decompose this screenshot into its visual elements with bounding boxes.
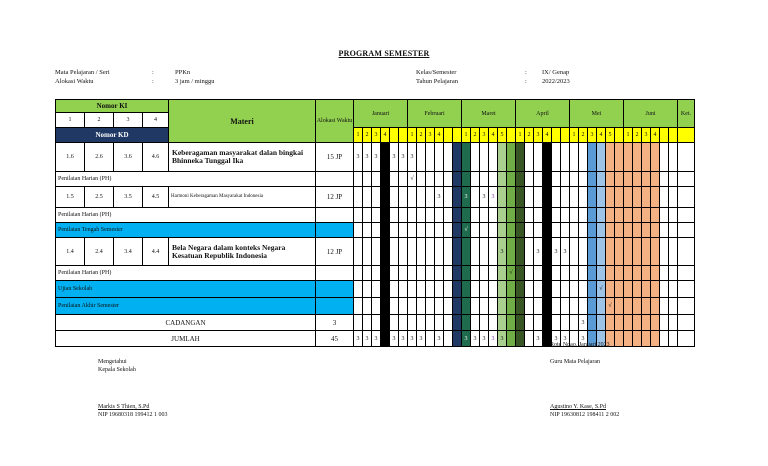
place-date: Rote Ndao, Januari 2023 bbox=[550, 342, 610, 348]
week-cell: 1 bbox=[570, 128, 579, 143]
week-cell: 4 bbox=[651, 128, 660, 143]
value-cell: 3 bbox=[489, 187, 498, 208]
week-cell bbox=[444, 128, 453, 143]
week-cell: 3 bbox=[426, 128, 435, 143]
ki-2: 2 bbox=[85, 113, 114, 128]
alokasi-cell: 12 JP bbox=[316, 238, 354, 266]
alokasi-header: Alokasi Waktu bbox=[316, 100, 354, 143]
check-mark: √ bbox=[606, 298, 615, 315]
value-cell: 3 bbox=[471, 331, 480, 347]
value-cell: 3 bbox=[462, 331, 471, 347]
value-cell: 3 bbox=[363, 143, 372, 172]
alokasi-value: 3 jam / minggu bbox=[175, 78, 215, 85]
meta-right-values bbox=[542, 68, 570, 86]
meta-colons-right bbox=[525, 68, 527, 86]
kd-cell: 3.4 bbox=[114, 238, 143, 266]
colon: : bbox=[525, 78, 527, 85]
mapel-label: Mata Pelajaran / Seri bbox=[55, 69, 110, 76]
week-cell: 4 bbox=[435, 128, 444, 143]
week-cell: 1 bbox=[462, 128, 471, 143]
value-cell: 3 bbox=[435, 187, 444, 208]
week-cell bbox=[453, 128, 462, 143]
week-cell: 4 bbox=[381, 128, 390, 143]
value-cell: 3 bbox=[372, 143, 381, 172]
week-cell: 2 bbox=[471, 128, 480, 143]
value-cell: 3 bbox=[498, 238, 507, 266]
pts-label: Penilaian Tengah Semester bbox=[56, 223, 316, 238]
week-cell: 1 bbox=[408, 128, 417, 143]
alokasi-label: Alokasi Waktu bbox=[55, 78, 94, 85]
guru-title: Guru Mata Pelajaran bbox=[550, 359, 600, 365]
holiday-cell bbox=[462, 143, 471, 172]
month-apr: April bbox=[516, 100, 570, 128]
program-semester-table bbox=[55, 99, 695, 347]
week-cell: 2 bbox=[363, 128, 372, 143]
value-cell: 3 bbox=[390, 143, 399, 172]
holiday-cell bbox=[516, 143, 525, 172]
colon: : bbox=[525, 69, 527, 76]
value-cell: 3 bbox=[480, 187, 489, 208]
ph-label: Penilaian Harian (PH) bbox=[56, 266, 316, 281]
value-cell: 3 bbox=[408, 331, 417, 347]
value-cell: 3 bbox=[552, 238, 561, 266]
week-cell: 3 bbox=[588, 128, 597, 143]
jumlah-label: JUMLAH bbox=[56, 331, 316, 347]
value-cell: 3 bbox=[480, 331, 489, 347]
mengetahui-label: Mengetahui bbox=[98, 359, 127, 365]
tahun-value: 2022/2023 bbox=[542, 78, 570, 85]
alokasi-cell: 45 bbox=[316, 331, 354, 347]
value-cell: 3 bbox=[561, 238, 570, 266]
month-mei: Mei bbox=[570, 100, 624, 128]
guru-nip: NIP 19630812 198411 2 002 bbox=[550, 412, 620, 418]
kd-cell: 2.5 bbox=[85, 187, 114, 208]
value-cell: 3 bbox=[372, 331, 381, 347]
pas-label: Penilaian Akhir Semester bbox=[56, 298, 316, 315]
week-cell: 2 bbox=[417, 128, 426, 143]
week-cell: 5 bbox=[498, 128, 507, 143]
week-cell bbox=[678, 128, 695, 143]
value-cell: 3 bbox=[435, 331, 444, 347]
kd-cell: 2.6 bbox=[85, 143, 114, 172]
alokasi-cell: 15 JP bbox=[316, 143, 354, 172]
materi-header: Materi bbox=[169, 100, 316, 143]
nomor-kd-header: Nomor KD bbox=[56, 128, 169, 143]
kd-cell: 3.6 bbox=[114, 143, 143, 172]
month-mar: Maret bbox=[462, 100, 516, 128]
week-cell: 4 bbox=[543, 128, 552, 143]
week-cell bbox=[390, 128, 399, 143]
week-cell bbox=[660, 128, 669, 143]
colon: : bbox=[152, 69, 154, 76]
value-cell: 3 bbox=[552, 331, 561, 347]
ph-label: Penilaian Harian (PH) bbox=[56, 208, 316, 223]
meta-left-values bbox=[175, 68, 215, 86]
materi-cell: Harmoni Keberagaman Masyarakat Indonesia bbox=[169, 187, 316, 208]
week-cell: 4 bbox=[489, 128, 498, 143]
value-cell: 3 bbox=[462, 187, 471, 208]
check-mark: √ bbox=[408, 172, 417, 187]
value-cell: 3 bbox=[417, 331, 426, 347]
meta-colons-left bbox=[152, 68, 154, 86]
value-cell: 3 bbox=[408, 143, 417, 172]
meta-right bbox=[416, 68, 458, 86]
value-cell: 3 bbox=[498, 331, 507, 347]
nomor-ki-header: Nomor KI bbox=[56, 100, 169, 113]
week-cell: 1 bbox=[354, 128, 363, 143]
kelas-value: IX/ Genap bbox=[542, 69, 570, 76]
kd-cell: 1.4 bbox=[56, 238, 85, 266]
kd-cell: 2.4 bbox=[85, 238, 114, 266]
week-cell: 3 bbox=[534, 128, 543, 143]
materi-cell: Keberagaman masyarakat dalan bingkai Bhinneka Tunggal Ika bbox=[169, 143, 316, 172]
value-cell: 3 bbox=[354, 331, 363, 347]
value-cell: 3 bbox=[579, 315, 588, 331]
kepsek-name: Markis S Thien, S.Pd bbox=[98, 404, 150, 410]
check-mark: √ bbox=[462, 223, 471, 238]
week-cell: 3 bbox=[372, 128, 381, 143]
week-cell bbox=[669, 128, 678, 143]
week-cell: 1 bbox=[624, 128, 633, 143]
kd-cell: 1.6 bbox=[56, 143, 85, 172]
week-cell bbox=[507, 128, 516, 143]
check-mark: √ bbox=[597, 281, 606, 298]
value-cell: 3 bbox=[399, 143, 408, 172]
guru-name: Agustino Y. Kase, S.Pd bbox=[550, 404, 607, 410]
kepsek-nip: NIP 19680318 199412 1 003 bbox=[98, 412, 168, 418]
week-cell: 2 bbox=[525, 128, 534, 143]
week-cell: 2 bbox=[579, 128, 588, 143]
guru-sign bbox=[550, 403, 619, 419]
tahun-label: Tahun Pelajaran bbox=[416, 78, 458, 85]
ki-1: 1 bbox=[56, 113, 85, 128]
holiday-cell bbox=[381, 143, 390, 172]
ph-label: Penilaian Harian (PH) bbox=[56, 172, 316, 187]
kepsek-sign bbox=[98, 403, 167, 419]
value-cell: 3 bbox=[561, 331, 570, 347]
kd-cell: 3.5 bbox=[114, 187, 143, 208]
week-cell bbox=[615, 128, 624, 143]
mapel-value: PPKn bbox=[175, 69, 191, 76]
kd-cell: 1.5 bbox=[56, 187, 85, 208]
week-cell: 3 bbox=[480, 128, 489, 143]
week-cell: 3 bbox=[642, 128, 651, 143]
month-feb: Februari bbox=[408, 100, 462, 128]
us-label: Ujian Sekolah bbox=[56, 281, 316, 298]
alokasi-cell: 3 bbox=[316, 315, 354, 331]
week-cell: 4 bbox=[597, 128, 606, 143]
value-cell: 3 bbox=[534, 238, 543, 266]
ki-3: 3 bbox=[114, 113, 143, 128]
kd-cell: 4.6 bbox=[143, 143, 169, 172]
kepsek-title: Kepala Sekolah bbox=[98, 367, 136, 373]
colon: : bbox=[152, 78, 154, 85]
mengetahui-block bbox=[98, 358, 136, 374]
holiday-cell bbox=[453, 143, 462, 172]
materi-cell: Bela Negara dalam konteks Negara Kesatuan Republik Indonesia bbox=[169, 238, 316, 266]
alokasi-cell: 12 JP bbox=[316, 187, 354, 208]
month-jun: Juni bbox=[624, 100, 678, 128]
week-cell bbox=[561, 128, 570, 143]
value-cell: 3 bbox=[363, 331, 372, 347]
kd-cell: 4.5 bbox=[143, 187, 169, 208]
value-cell: 3 bbox=[390, 331, 399, 347]
holiday-cell bbox=[543, 143, 552, 172]
week-cell: 5 bbox=[606, 128, 615, 143]
week-cell: 2 bbox=[633, 128, 642, 143]
ket-header: Ket. bbox=[678, 100, 695, 128]
meta-left bbox=[55, 68, 110, 86]
value-cell: 3 bbox=[354, 143, 363, 172]
cadangan-label: CADANGAN bbox=[56, 315, 316, 331]
check-mark: √ bbox=[507, 266, 516, 281]
value-cell: 3 bbox=[399, 331, 408, 347]
week-cell bbox=[399, 128, 408, 143]
kd-cell: 4.4 bbox=[143, 238, 169, 266]
ki-4: 4 bbox=[143, 113, 169, 128]
week-cell: 1 bbox=[516, 128, 525, 143]
kelas-label: Kelas/Semester bbox=[416, 69, 457, 76]
page-title: PROGRAM SEMESTER bbox=[338, 49, 430, 58]
value-cell: 3 bbox=[534, 331, 543, 347]
value-cell: 3 bbox=[489, 331, 498, 347]
value-cell: 3 bbox=[579, 331, 588, 347]
week-cell bbox=[552, 128, 561, 143]
month-jan: Januari bbox=[354, 100, 408, 128]
